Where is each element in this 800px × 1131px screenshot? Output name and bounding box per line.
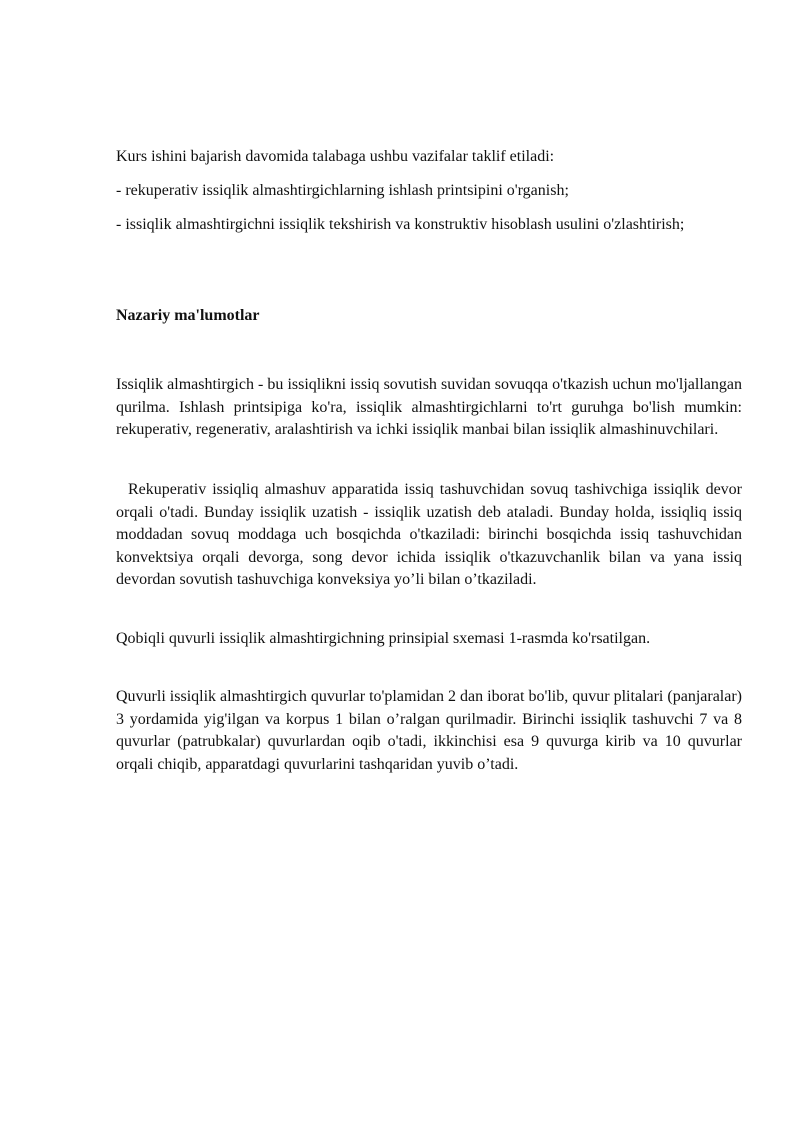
paragraph-3: Qobiqli quvurli issiqlik almashtirgichning prinsipial sxemasi 1-rasmda ko'rsatilgan. bbox=[116, 630, 651, 647]
task-item-1: - rekuperativ issiqlik almashtirgichlarning ishlash printsipini o'rganish; bbox=[116, 182, 569, 199]
task-item-2: - issiqlik almashtirgichni issiqlik tekshirish va konstruktiv hisoblash usulini o'zlashtirish; bbox=[116, 216, 685, 233]
section-heading: Nazariy ma'lumotlar bbox=[116, 307, 260, 324]
paragraph-4: Quvurli issiqlik almashtirgich quvurlar to'plamidan 2 dan iborat bo'lib, quvur plitalari (panjaralar) 3 yordamida yig'ilgan va korpus 1 bilan o’ralgan qurilmadir. Birinchi issiqlik tashuvchi 7 va 8 quvurlar (patrubkalar) quvurlardan oqib o'tadi, ikkinchisi esa 9 quvurga kirib va 10 quvurlar orqali chiqib, apparatdagi quvurlarini tashqaridan yuvib o’tadi. bbox=[116, 688, 742, 773]
paragraph-2: Rekuperativ issiqliq almashuv apparatida issiq tashuvchidan sovuq tashivchiga issiqlik devor orqali o'tadi. Bunday issiqlik uzatish - issiqlik uzatish deb ataladi. Bunday holda, issiqliq issiq moddadan sovuq moddaga uch bosqichda o'tkaziladi: birinchi bosqichda issiq tashuvchidan konvektsiya orqali devorga, song devor ichida issiqlik o'tkazuvchanlik bilan va yana issiq devordan sovutish tashuvchiga konveksiya yo’li bilan o’tkaziladi. bbox=[116, 481, 742, 588]
intro-text: Kurs ishini bajarish davomida talabaga ushbu vazifalar taklif etiladi: bbox=[116, 148, 555, 165]
paragraph-1: Issiqlik almashtirgich - bu issiqlikni issiq sovutish suvidan sovuqqa o'tkazish uchun mo'ljallangan qurilma. Ishlash printsipiga ko'ra, issiqlik almashtirgichlarni to'rt guruhga bo'lish mumkin: rekuperativ, regenerativ, aralashtirish va ichki issiqlik manbai bilan issiqlik almashinuvchilari. bbox=[116, 376, 742, 438]
